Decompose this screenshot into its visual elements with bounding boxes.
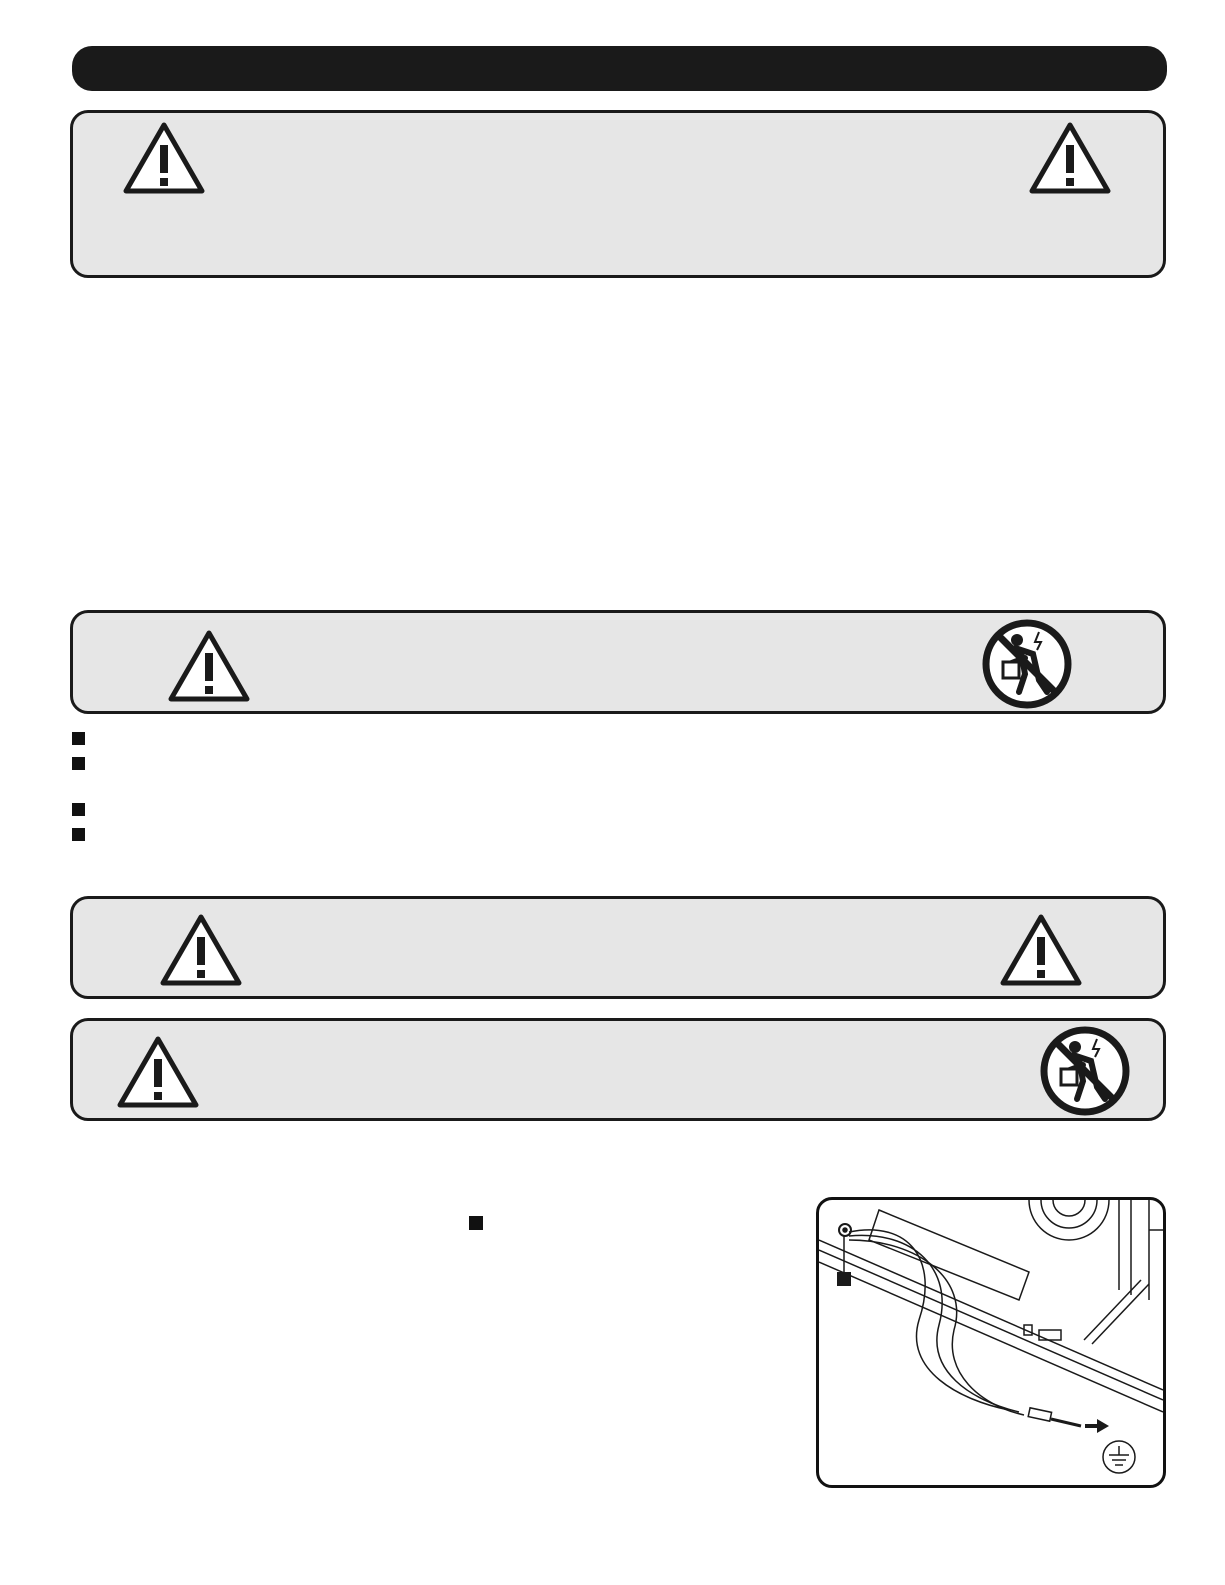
list-bullet (72, 828, 85, 841)
no-lifting-icon (1039, 1025, 1131, 1117)
list-bullet (72, 803, 85, 816)
warning-panel (70, 896, 1166, 999)
arrow-right-icon (1085, 1419, 1109, 1433)
warning-triangle-icon (122, 121, 206, 195)
warning-panel (70, 110, 1166, 278)
list-bullet (72, 732, 85, 745)
ground-connection-figure (816, 1197, 1166, 1488)
warning-triangle-icon (999, 913, 1083, 987)
ground-connection-illustration (819, 1200, 1163, 1485)
warning-panel (70, 1018, 1166, 1121)
ground-symbol-icon (1103, 1441, 1135, 1473)
list-bullet (72, 757, 85, 770)
section-header-bar (72, 46, 1167, 91)
warning-panel (70, 610, 1166, 714)
callout-marker (469, 1216, 483, 1230)
warning-triangle-icon (116, 1035, 200, 1109)
no-lifting-icon (981, 618, 1073, 710)
callout-marker (837, 1272, 851, 1286)
warning-triangle-icon (167, 629, 251, 703)
warning-triangle-icon (159, 913, 243, 987)
warning-triangle-icon (1028, 121, 1112, 195)
